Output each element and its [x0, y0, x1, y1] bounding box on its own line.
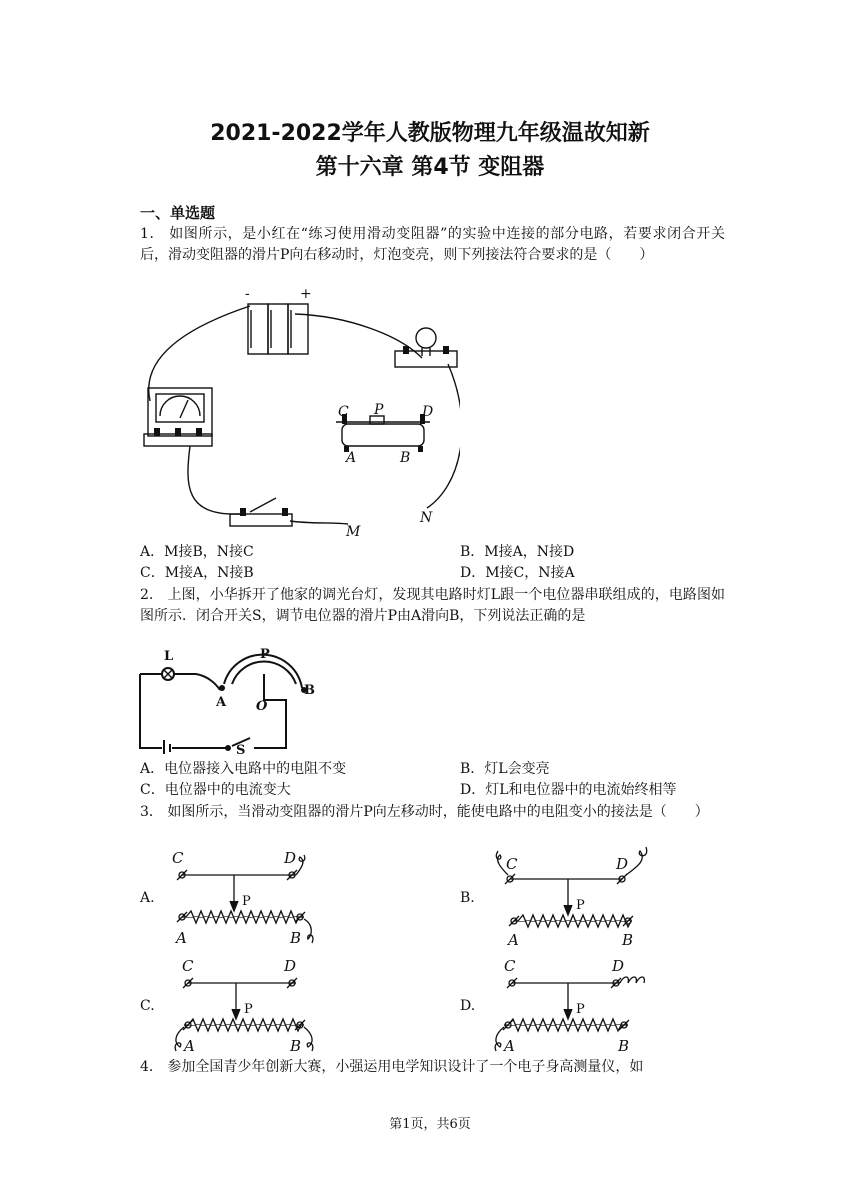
q3a-a-label: A	[176, 929, 187, 945]
q3d-d-label: D	[612, 957, 625, 975]
page-subtitle: 第十六章 第4节 变阻器	[315, 155, 545, 180]
q2-option-d[interactable]: D．灯L和电位器中的电流始终相等	[460, 782, 677, 798]
q3-figure-a	[170, 845, 330, 945]
question-1-figure	[130, 286, 460, 542]
q3c-b-label: B	[290, 1037, 302, 1055]
wire-m-label: M	[346, 524, 361, 540]
q3b-d-label: D	[616, 855, 629, 873]
slider-p-label: P	[260, 647, 270, 662]
q3b-p-label: P	[576, 898, 585, 913]
q1-option-b[interactable]: B．M接A，N接D	[460, 544, 575, 560]
q3b-b-label: B	[622, 931, 634, 945]
question-3-text: 3． 如图所示，当滑动变阻器的滑片P向左移动时，能使电路中的电阻变小的接法是（ ）	[140, 804, 709, 820]
q3d-a-label: A	[504, 1037, 515, 1055]
q3a-b-label: B	[290, 929, 302, 945]
q3a-d-label: D	[284, 849, 297, 867]
page-footer: 第1页，共6页	[389, 1117, 471, 1132]
q1-option-a[interactable]: A．M接B，N接C	[140, 544, 254, 560]
q3-figure-b	[490, 845, 660, 945]
q3-figure-c	[170, 955, 330, 1055]
q3c-c-label: C	[182, 957, 194, 975]
switch-s-label: S	[236, 743, 246, 754]
q3b-c-label: C	[506, 855, 518, 873]
question-2-figure	[136, 644, 316, 754]
q3d-p-label: P	[576, 1002, 585, 1017]
q3a-c-label: C	[172, 849, 184, 867]
rheostat-d-label: D	[422, 404, 434, 420]
q3b-a-label: A	[508, 931, 519, 945]
q3-option-a[interactable]: A.	[140, 890, 155, 906]
q3-figure-d	[490, 955, 660, 1055]
battery-plus-label: +	[300, 286, 312, 302]
rheostat-p-label: P	[374, 402, 384, 418]
end-b-label: B	[304, 683, 315, 698]
pivot-o-label: O	[256, 699, 268, 714]
wire-n-label: N	[420, 510, 433, 526]
q3-option-d[interactable]: D.	[460, 998, 476, 1014]
rheostat-b-label: B	[400, 450, 411, 466]
q3d-b-label: B	[618, 1037, 630, 1055]
page-title: 2021-2022学年人教版物理九年级温故知新	[210, 121, 650, 146]
q1-option-d[interactable]: D．M接C，N接A	[460, 565, 575, 581]
q3-option-c[interactable]: C.	[140, 998, 155, 1014]
q3c-a-label: A	[184, 1037, 195, 1055]
battery-minus-label: -	[245, 286, 250, 302]
q2-option-a[interactable]: A．电位器接入电路中的电阻不变	[140, 761, 347, 777]
q3a-p-label: P	[242, 894, 251, 909]
q2-option-c[interactable]: C．电位器中的电流变大	[140, 782, 291, 798]
q3-option-b[interactable]: B.	[460, 890, 475, 906]
q3d-c-label: C	[504, 957, 516, 975]
q3c-d-label: D	[284, 957, 297, 975]
end-a-label: A	[216, 695, 227, 710]
question-1-text: 1． 如图所示，是小红在“练习使用滑动变阻器”的实验中连接的部分电路，若要求闭合开关后，滑动变阻器的滑片P向右移动时，灯泡变亮，则下列接法符合要求的是（ ）	[140, 226, 725, 263]
section-heading: 一、单选题	[140, 204, 216, 222]
q2-option-b[interactable]: B．灯L会变亮	[460, 761, 550, 777]
q3c-p-label: P	[244, 1002, 253, 1017]
rheostat-c-label: C	[338, 404, 349, 420]
lamp-l-label: L	[164, 649, 174, 664]
question-4-text: 4． 参加全国青少年创新大赛，小强运用电学知识设计了一个电子身高测量仪，如	[140, 1059, 644, 1075]
q1-option-c[interactable]: C．M接A，N接B	[140, 565, 254, 581]
question-2-text: 2． 上图，小华拆开了他家的调光台灯，发现其电路时灯L跟一个电位器串联组成的，电路图如图所示．闭合开关S，调节电位器的滑片P由A滑向B，下列说法正确的是	[140, 587, 725, 624]
rheostat-a-label: A	[346, 450, 357, 466]
